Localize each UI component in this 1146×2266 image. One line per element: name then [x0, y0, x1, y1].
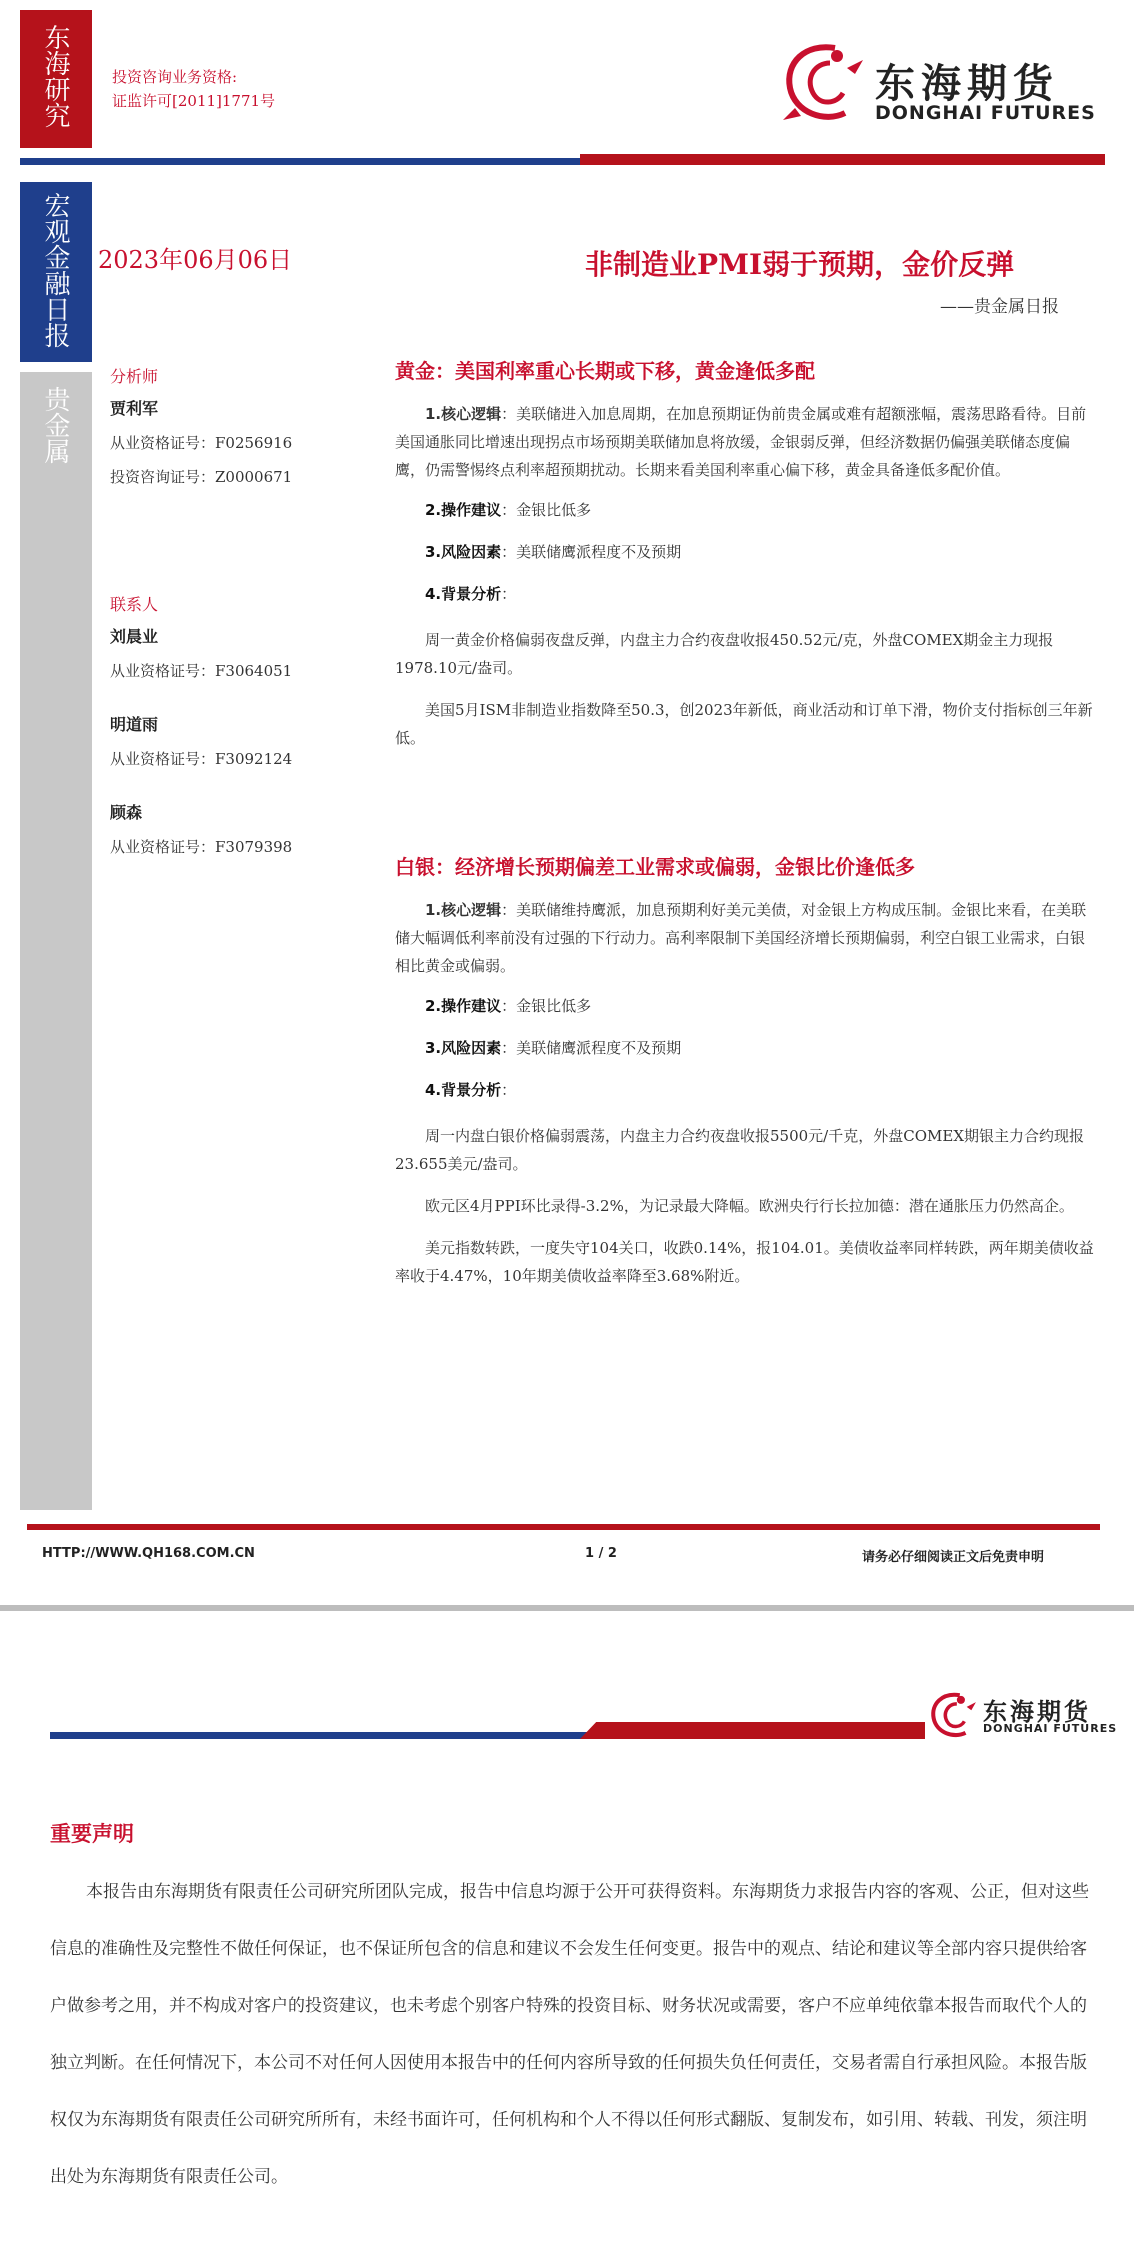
declaration-title: 重要声明: [50, 1821, 134, 1846]
contact-name: 顾森: [110, 803, 143, 822]
page2-logo-text-cn: 东海期货: [983, 1697, 1091, 1726]
declaration-text: 本报告由东海期货有限责任公司研究所团队完成，报告中信息均源于公开可获得资料。东海期货力求报告内容的客观、公正，但对这些信息的准确性及完整性不做任何保证，也不保证所包含的信息和建议不会发生任何变更。报告中的观点、结论和建议等全部内容只提供给客户做参考之用，并不构成对客户的投资建议，也未考虑个别客户特殊的投资目标、财务状况或需要，客户不应单纯依靠本报告而取代个人的独立判断。在任何情况下，本公司不对任何人因使用本报告中的任何内容所导致的任何损失负任何责任，交易者需自行承担风险。本报告版权仅为东海期货有限责任公司研究所所有，未经书面许可，任何机构和个人不得以任何形式翻版、复制发布，如引用、转载、刊发，须注明出处为东海期货有限责任公司。: [50, 1882, 1089, 2187]
silver-section: [395, 852, 1095, 1290]
gold-core-text: ：美联储进入加息周期，在加息预期证伪前贵金属或难有超额涨幅，震荡思路看待。目前美国通胀同比增速出现拐点市场预期美联储加息将放缓，金银弱反弹，但经济数据仍偏强美联储态度偏鹰，仍需警惕终点利率超预期扰动。长期来看美国利率重心偏下移，黄金具备逢低多配价值。: [395, 405, 1087, 479]
contact-license: 从业资格证号：F3079398: [110, 838, 293, 856]
silver-op-text: ：金银比低多: [501, 997, 592, 1015]
analyst-heading: 分析师: [110, 367, 159, 386]
silver-op-label: 2.操作建议: [425, 997, 502, 1015]
contact-name: 刘晨业: [110, 627, 159, 646]
analyst-license1: 从业资格证号：F0256916: [110, 434, 293, 452]
contact-name: 明道雨: [110, 715, 159, 734]
silver-bg-paragraph3: 美元指数转跌，一度失守104关口，收跌0.14%，报104.01。美债收益率同样转跌，两年期美债收益率收于4.47%，10年期美债收益率降至3.68%附近。: [395, 1239, 1094, 1285]
silver-bg-paragraph1: 周一内盘白银价格偏弱震荡，内盘主力合约夜盘收报5500元/千克，外盘COMEX期银主力合约现报23.655美元/盎司。: [395, 1127, 1084, 1173]
contact-license: 从业资格证号：F3064051: [110, 662, 293, 680]
gold-bg-paragraph1: 周一黄金价格偏弱夜盘反弹，内盘主力合约夜盘收报450.52元/克，外盘COMEX期金主力现报1978.10元/盎司。: [395, 631, 1054, 677]
silver-core-text: ：美联储维持鹰派，加息预期利好美元美债，对金银上方构成压制。金银比来看，在美联储大幅调低利率前没有过强的下行动力。高利率限制下美国经济增长预期偏弱，利空白银工业需求，白银相比黄金或偏弱。: [395, 901, 1087, 975]
category-tab-precious: [20, 372, 92, 1510]
declaration-body: [50, 1864, 1090, 2206]
category-precious-text: 贵金属: [40, 386, 70, 464]
silver-risk: [395, 1034, 1095, 1062]
silver-bg-paragraph2: 欧元区4月PPI环比录得-3.2%，为记录最大降幅。欧洲央行行长拉加德：潜在通胀压力仍然高企。: [425, 1197, 1074, 1215]
page2-logo: [925, 1686, 1125, 1746]
silver-bg-label: 4.背景分析: [425, 1081, 502, 1099]
page2-logo-text-en: DONGHAI FUTURES: [983, 1722, 1118, 1735]
report-date: 2023年06月06日: [98, 246, 293, 274]
silver-core-label: 1.核心逻辑: [425, 901, 502, 919]
logo-text-cn: 东海期货: [875, 60, 1059, 107]
gold-bg-paragraph2: 美国5月ISM非制造业指数降至50.3，创2023年新低，商业活动和订单下滑，物价支付指标创三年新低。: [395, 701, 1093, 747]
contacts-block: [110, 590, 370, 864]
contacts-heading: 联系人: [110, 595, 159, 614]
report-subtitle: ——贵金属日报: [940, 297, 1059, 317]
page2-header-divider-blue: [50, 1732, 590, 1739]
gold-background: [395, 580, 1095, 608]
gold-operation: [395, 496, 1095, 524]
category-tab-macro: [20, 182, 92, 362]
gold-section-title: 黄金：美国利率重心长期或下移，黄金逢低多配: [395, 359, 815, 383]
page-separator: [0, 1605, 1134, 1611]
gold-core-logic: [395, 400, 1095, 484]
report-title: 非制造业PMI弱于预期，金价反弹: [585, 248, 1015, 281]
brand-tab: [20, 10, 92, 148]
gold-op-text: ：金银比低多: [501, 501, 592, 519]
silver-section-title: 白银：经济增长预期偏差工业需求或偏弱，金银比价逢低多: [395, 855, 915, 879]
header-divider-blue: [20, 158, 580, 165]
silver-bg-suffix: ：: [501, 1081, 517, 1099]
gold-bg-suffix: ：: [501, 585, 517, 603]
header-divider-red: [580, 154, 1105, 165]
gold-risk-label: 3.风险因素: [425, 543, 502, 561]
dragon-logo-icon: [775, 38, 870, 128]
silver-operation: [395, 992, 1095, 1020]
gold-op-label: 2.操作建议: [425, 501, 502, 519]
brand-vertical-text: 东海研究: [40, 24, 70, 128]
silver-risk-label: 3.风险因素: [425, 1039, 502, 1057]
gold-risk: [395, 538, 1095, 566]
gold-risk-text: ：美联储鹰派程度不及预期: [501, 543, 682, 561]
contact-license: 从业资格证号：F3092124: [110, 750, 293, 768]
silver-background: [395, 1076, 1095, 1104]
analyst-block: [110, 362, 370, 494]
qualification-line1: 投资咨询业务资格:: [112, 68, 238, 86]
analyst-license2: 投资咨询证号：Z0000671: [110, 468, 293, 486]
silver-core-logic: [395, 896, 1095, 980]
dragon-logo-icon: [925, 1688, 980, 1743]
silver-risk-text: ：美联储鹰派程度不及预期: [501, 1039, 682, 1057]
footer-disclaimer-note: 请务必仔细阅读正文后免责申明: [862, 1550, 1045, 1565]
company-logo: [775, 38, 1105, 128]
footer-page-number: 1 / 2: [585, 1546, 617, 1561]
logo-text-en: DONGHAI FUTURES: [875, 102, 1096, 124]
qualification-line2: 证监许可[2011]1771号: [112, 92, 276, 110]
gold-section: [395, 356, 1095, 752]
gold-core-label: 1.核心逻辑: [425, 405, 502, 423]
category-macro-text: 宏观金融日报: [40, 192, 70, 348]
footer-divider: [27, 1524, 1100, 1530]
gold-bg-label: 4.背景分析: [425, 585, 502, 603]
analyst-name: 贾利军: [110, 399, 159, 418]
footer-url[interactable]: HTTP://WWW.QH168.COM.CN: [42, 1546, 255, 1561]
